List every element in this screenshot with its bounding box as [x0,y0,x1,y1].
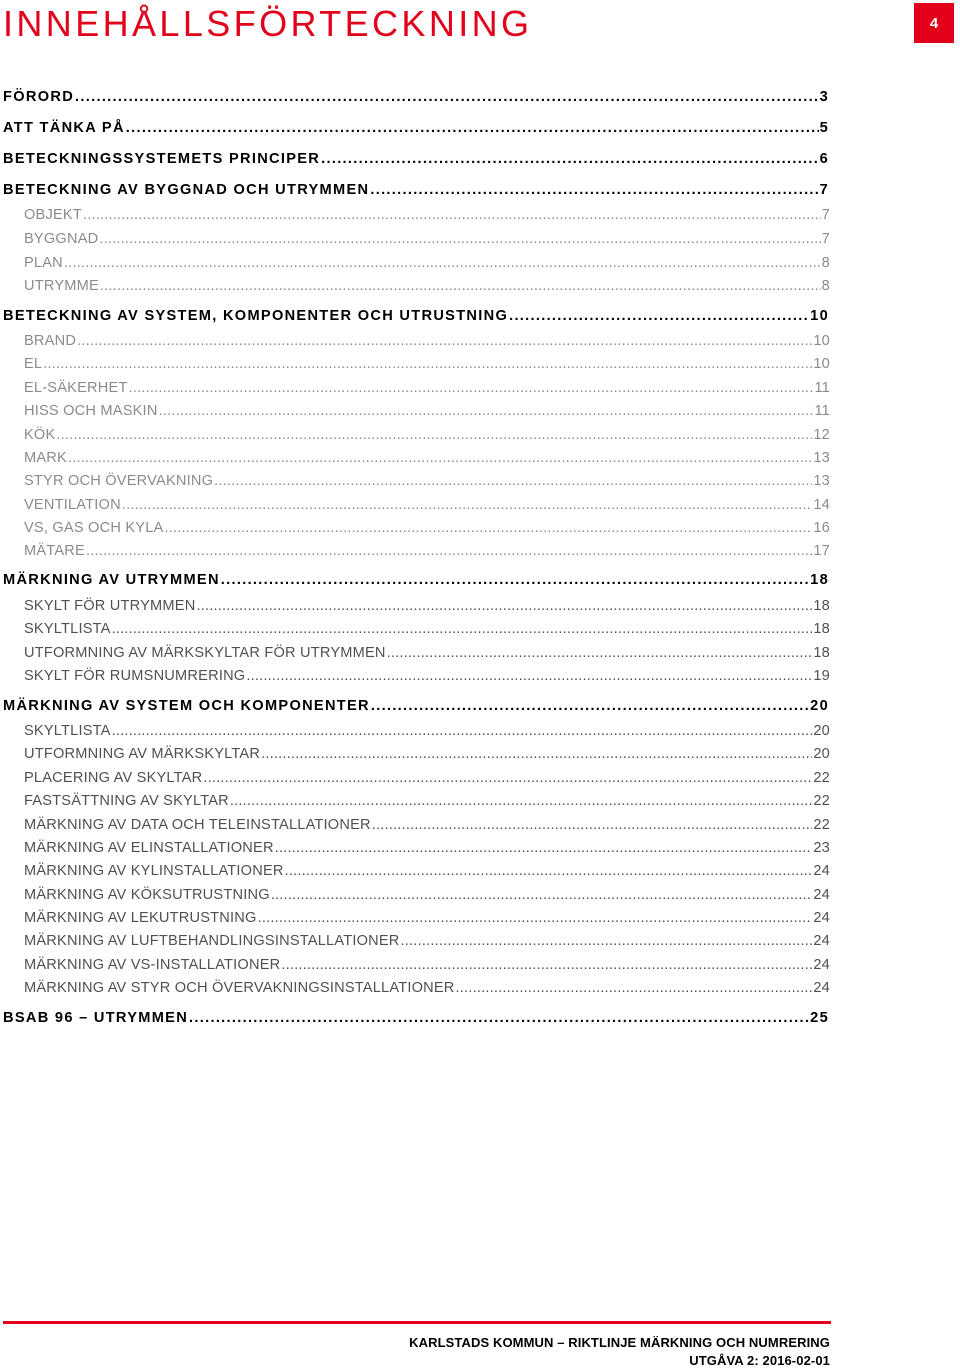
toc-entry-label: MARK [24,450,67,466]
toc-chapter-entry[interactable] [3,120,829,136]
toc-entry-label: MÄRKNING AV KÖKSUTRUSTNING [24,887,270,903]
toc-entry-page-number: 24 [813,933,830,949]
toc-entry-label: BETECKNING AV SYSTEM, KOMPONENTER OCH UTRUSTNING [3,308,509,324]
toc-entry-page-number: 24 [813,957,830,973]
toc-dot-leader [321,151,818,167]
toc-entry-label: SKYLT FÖR UTRYMMEN [24,598,196,614]
toc-entry-page-number: 8 [821,278,830,294]
toc-section-entry[interactable] [24,645,830,661]
toc-entry-page-number: 11 [814,380,830,396]
toc-entry-label: BETECKNING AV BYGGNAD OCH UTRYMMEN [3,182,370,198]
toc-section-entry[interactable] [24,723,830,739]
toc-entry-page-number: 18 [813,598,830,614]
toc-entry-label: BRAND [24,333,77,349]
toc-dot-leader [261,746,812,762]
toc-section-entry[interactable] [24,933,830,949]
toc-section-entry[interactable] [24,356,830,372]
toc-entry-label: MÄRKNING AV LUFTBEHANDLINGSINSTALLATIONER [24,933,400,949]
toc-dot-leader [275,840,813,856]
toc-dot-leader [77,333,812,349]
toc-entry-page-number: 13 [813,450,830,466]
toc-dot-leader [164,520,812,536]
toc-dot-leader [370,182,818,198]
toc-entry-page-number: 24 [813,863,830,879]
toc-entry-page-number: 22 [813,817,830,833]
toc-chapter-entry[interactable] [3,1010,829,1026]
toc-dot-leader [100,278,821,294]
toc-section-entry[interactable] [24,278,830,294]
toc-section-entry[interactable] [24,770,830,786]
toc-entry-label: MÄRKNING AV DATA OCH TELEINSTALLATIONER [24,817,371,833]
toc-entry-page-number: 20 [813,746,830,762]
toc-dot-leader [122,497,813,513]
toc-entry-page-number: 7 [821,207,830,223]
toc-entry-page-number: 12 [813,427,830,443]
toc-entry-label: MÄTARE [24,543,85,559]
toc-dot-leader [246,668,812,684]
toc-entry-page-number: 17 [813,543,830,559]
toc-entry-label: VS, GAS OCH KYLA [24,520,164,536]
toc-entry-page-number: 22 [813,770,830,786]
toc-entry-page-number: 16 [813,520,830,536]
toc-section-entry[interactable] [24,910,830,926]
toc-entry-label: UTRYMME [24,278,99,294]
toc-section-entry[interactable] [24,863,830,879]
toc-dot-leader [401,933,813,949]
toc-dot-leader [196,598,812,614]
toc-dot-leader [281,957,812,973]
toc-dot-leader [189,1010,809,1026]
toc-entry-label: BYGGNAD [24,231,99,247]
toc-entry-label: OBJEKT [24,207,82,223]
toc-section-entry[interactable] [24,255,830,271]
toc-chapter-entry[interactable] [3,698,829,714]
toc-dot-leader [214,473,812,489]
toc-section-entry[interactable] [24,207,830,223]
toc-section-entry[interactable] [24,840,830,856]
toc-entry-page-number: 24 [813,980,830,996]
toc-entry-label: UTFORMNING AV MÄRKSKYLTAR FÖR UTRYMMEN [24,645,386,661]
toc-section-entry[interactable] [24,746,830,762]
toc-entry-page-number: 14 [813,497,830,513]
toc-section-entry[interactable] [24,621,830,637]
toc-entry-page-number: 6 [819,151,829,167]
toc-section-entry[interactable] [24,403,830,419]
footer-document-title: KARLSTADS KOMMUN – RIKTLINJE MÄRKNING OCH NUMRERING [409,1335,830,1350]
toc-chapter-entry[interactable] [3,182,829,198]
toc-entry-label: ATT TÄNKA PÅ [3,120,125,136]
toc-entry-label: VENTILATION [24,497,121,513]
toc-entry-page-number: 18 [810,572,829,588]
toc-entry-label: SKYLTLISTA [24,723,111,739]
footer-divider [3,1321,831,1324]
toc-entry-page-number: 23 [813,840,830,856]
toc-entry-page-number: 10 [813,333,830,349]
toc-entry-page-number: 13 [813,473,830,489]
toc-entry-page-number: 3 [819,89,829,105]
page-title: INNEHÅLLSFÖRTECKNING [3,3,533,44]
toc-entry-label: FASTSÄTTNING AV SKYLTAR [24,793,229,809]
toc-entry-label: UTFORMNING AV MÄRKSKYLTAR [24,746,261,762]
toc-section-entry[interactable] [24,887,830,903]
toc-section-entry[interactable] [24,957,830,973]
toc-entry-label: MÄRKNING AV KYLINSTALLATIONER [24,863,284,879]
toc-dot-leader [221,572,809,588]
toc-entry-page-number: 19 [813,668,830,684]
toc-entry-page-number: 10 [810,308,829,324]
toc-section-entry[interactable] [24,333,830,349]
toc-section-entry[interactable] [24,543,830,559]
toc-dot-leader [75,89,819,105]
toc-entry-page-number: 7 [821,231,830,247]
toc-entry-page-number: 18 [813,645,830,661]
toc-dot-leader [43,356,812,372]
toc-chapter-entry[interactable] [3,89,829,105]
toc-entry-label: KÖK [24,427,56,443]
toc-entry-label: MÄRKNING AV UTRYMMEN [3,572,220,588]
toc-entry-label: MÄRKNING AV LEKUTRUSTNING [24,910,257,926]
toc-entry-label: HISS OCH MASKIN [24,403,158,419]
toc-dot-leader [230,793,812,809]
toc-entry-label: MÄRKNING AV ELINSTALLATIONER [24,840,274,856]
toc-entry-label: EL-SÄKERHET [24,380,128,396]
toc-section-entry[interactable] [24,793,830,809]
toc-entry-label: BSAB 96 – UTRYMMEN [3,1010,189,1026]
toc-entry-label: PLACERING AV SKYLTAR [24,770,203,786]
toc-dot-leader [129,380,814,396]
toc-entry-label: SKYLT FÖR RUMSNUMRERING [24,668,246,684]
toc-dot-leader [271,887,813,903]
toc-entry-page-number: 11 [814,403,830,419]
toc-entry-label: PLAN [24,255,63,271]
toc-dot-leader [159,403,814,419]
toc-dot-leader [126,120,819,136]
toc-section-entry[interactable] [24,598,830,614]
toc-dot-leader [387,645,813,661]
toc-entry-page-number: 18 [813,621,830,637]
toc-section-entry[interactable] [24,980,830,996]
toc-entry-page-number: 10 [813,356,830,372]
toc-dot-leader [372,817,813,833]
toc-entry-label: STYR OCH ÖVERVAKNING [24,473,214,489]
toc-section-entry[interactable] [24,380,830,396]
toc-dot-leader [203,770,812,786]
toc-dot-leader [68,450,812,466]
footer-edition: UTGÅVA 2: 2016-02-01 [689,1353,830,1368]
toc-dot-leader [371,698,809,714]
toc-entry-label: BETECKNINGSSYSTEMETS PRINCIPER [3,151,321,167]
toc-dot-leader [99,231,820,247]
toc-dot-leader [285,863,813,879]
toc-dot-leader [258,910,813,926]
toc-entry-label: EL [24,356,43,372]
toc-entry-label: MÄRKNING AV STYR OCH ÖVERVAKNINGSINSTALLATIONER [24,980,455,996]
toc-entry-page-number: 20 [813,723,830,739]
toc-section-entry[interactable] [24,497,830,513]
toc-entry-label: MÄRKNING AV SYSTEM OCH KOMPONENTER [3,698,370,714]
toc-chapter-entry[interactable] [3,151,829,167]
toc-section-entry[interactable] [24,427,830,443]
toc-entry-page-number: 24 [813,887,830,903]
toc-dot-leader [509,308,809,324]
toc-dot-leader [112,621,813,637]
toc-entry-page-number: 7 [819,182,829,198]
toc-section-entry[interactable] [24,473,830,489]
toc-entry-page-number: 5 [819,120,829,136]
toc-dot-leader [112,723,813,739]
toc-section-entry[interactable] [24,231,830,247]
toc-section-entry[interactable] [24,450,830,466]
toc-chapter-entry[interactable] [3,572,829,588]
toc-dot-leader [64,255,821,271]
toc-dot-leader [56,427,812,443]
toc-section-entry[interactable] [24,520,830,536]
toc-section-entry[interactable] [24,817,830,833]
toc-entry-page-number: 8 [821,255,830,271]
toc-entry-page-number: 20 [810,698,829,714]
toc-entry-page-number: 24 [813,910,830,926]
page-number-badge: 4 [914,3,954,43]
toc-dot-leader [83,207,821,223]
toc-chapter-entry[interactable] [3,308,829,324]
toc-dot-leader [86,543,812,559]
toc-section-entry[interactable] [24,668,830,684]
toc-entry-page-number: 22 [813,793,830,809]
toc-dot-leader [456,980,813,996]
toc-entry-label: FÖRORD [3,89,75,105]
toc-entry-page-number: 25 [810,1010,829,1026]
toc-entry-label: SKYLTLISTA [24,621,111,637]
toc-entry-label: MÄRKNING AV VS-INSTALLATIONER [24,957,281,973]
